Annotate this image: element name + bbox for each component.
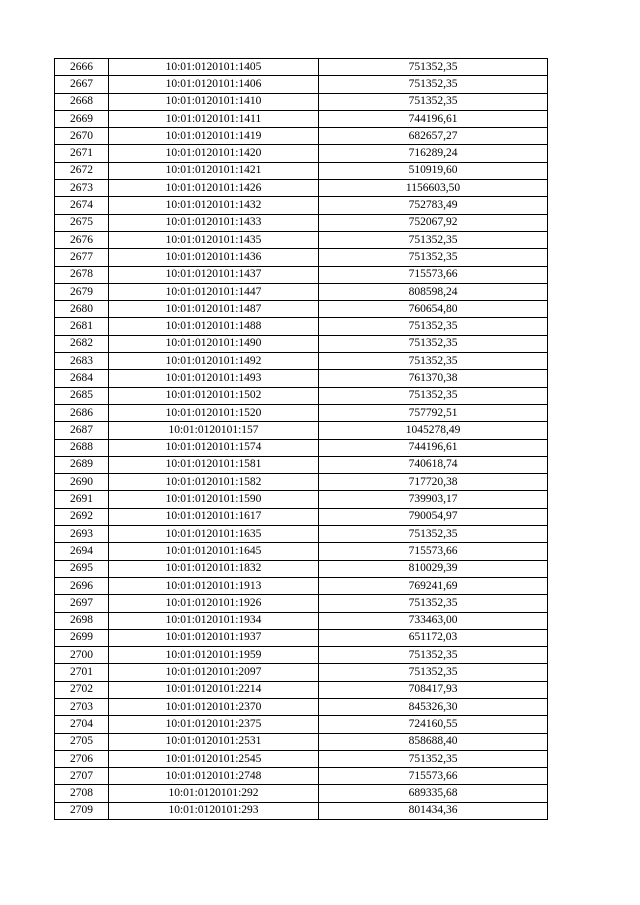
table-row bbox=[55, 162, 548, 179]
cadastral-value-cell: 715573,66 bbox=[319, 768, 548, 785]
row-number-cell: 2697 bbox=[55, 595, 109, 612]
row-number-cell: 2695 bbox=[55, 560, 109, 577]
cadastral-value-cell: 751352,35 bbox=[319, 335, 548, 352]
table-row bbox=[55, 180, 548, 197]
cadastral-value-cell: 724160,55 bbox=[319, 716, 548, 733]
cadastral-value-cell: 1156603,50 bbox=[319, 180, 548, 197]
cadastral-number-cell: 10:01:0120101:1635 bbox=[109, 526, 319, 543]
cadastral-number-cell: 10:01:0120101:1926 bbox=[109, 595, 319, 612]
cadastral-number-cell: 10:01:0120101:1913 bbox=[109, 577, 319, 594]
cadastral-number-cell: 10:01:0120101:1410 bbox=[109, 93, 319, 110]
cadastral-number-cell: 10:01:0120101:1934 bbox=[109, 612, 319, 629]
row-number-cell: 2668 bbox=[55, 93, 109, 110]
cadastral-number-cell: 10:01:0120101:1590 bbox=[109, 491, 319, 508]
cadastral-value-cell: 751352,35 bbox=[319, 59, 548, 76]
table-row bbox=[55, 76, 548, 93]
table-row bbox=[55, 214, 548, 231]
cadastral-value-cell: 751352,35 bbox=[319, 647, 548, 664]
row-number-cell: 2667 bbox=[55, 76, 109, 93]
cadastral-number-cell: 10:01:0120101:1937 bbox=[109, 629, 319, 646]
cadastral-value-cell: 808598,24 bbox=[319, 283, 548, 300]
cadastral-value-cell: 717720,38 bbox=[319, 474, 548, 491]
cadastral-number-cell: 10:01:0120101:1420 bbox=[109, 145, 319, 162]
cadastral-value-cell: 752067,92 bbox=[319, 214, 548, 231]
cadastral-value-cell: 751352,35 bbox=[319, 526, 548, 543]
cadastral-number-cell: 10:01:0120101:292 bbox=[109, 785, 319, 802]
table-row bbox=[55, 128, 548, 145]
row-number-cell: 2707 bbox=[55, 768, 109, 785]
row-number-cell: 2675 bbox=[55, 214, 109, 231]
table-row bbox=[55, 110, 548, 127]
table-row bbox=[55, 716, 548, 733]
table-row bbox=[55, 802, 548, 819]
cadastral-value-cell: 715573,66 bbox=[319, 543, 548, 560]
table-row bbox=[55, 301, 548, 318]
table-row bbox=[55, 491, 548, 508]
row-number-cell: 2685 bbox=[55, 387, 109, 404]
table-row bbox=[55, 560, 548, 577]
row-number-cell: 2689 bbox=[55, 456, 109, 473]
row-number-cell: 2709 bbox=[55, 802, 109, 819]
row-number-cell: 2693 bbox=[55, 526, 109, 543]
cadastral-value-cell: 752783,49 bbox=[319, 197, 548, 214]
table-row bbox=[55, 768, 548, 785]
cadastral-number-cell: 10:01:0120101:293 bbox=[109, 802, 319, 819]
cadastral-number-cell: 10:01:0120101:2375 bbox=[109, 716, 319, 733]
row-number-cell: 2673 bbox=[55, 180, 109, 197]
row-number-cell: 2702 bbox=[55, 681, 109, 698]
cadastral-value-cell: 801434,36 bbox=[319, 802, 548, 819]
row-number-cell: 2671 bbox=[55, 145, 109, 162]
cadastral-value-cell: 751352,35 bbox=[319, 231, 548, 248]
cadastral-value-cell: 760654,80 bbox=[319, 301, 548, 318]
cadastral-value-cell: 751352,35 bbox=[319, 353, 548, 370]
cadastral-number-cell: 10:01:0120101:157 bbox=[109, 422, 319, 439]
row-number-cell: 2699 bbox=[55, 629, 109, 646]
cadastral-value-cell: 751352,35 bbox=[319, 76, 548, 93]
table-row bbox=[55, 526, 548, 543]
row-number-cell: 2692 bbox=[55, 508, 109, 525]
table-row bbox=[55, 145, 548, 162]
row-number-cell: 2682 bbox=[55, 335, 109, 352]
cadastral-value-cell: 733463,00 bbox=[319, 612, 548, 629]
cadastral-number-cell: 10:01:0120101:1419 bbox=[109, 128, 319, 145]
cadastral-number-cell: 10:01:0120101:1493 bbox=[109, 370, 319, 387]
table-row bbox=[55, 681, 548, 698]
cadastral-number-cell: 10:01:0120101:2545 bbox=[109, 750, 319, 767]
cadastral-value-cell: 651172,03 bbox=[319, 629, 548, 646]
cadastral-value-cell: 790054,97 bbox=[319, 508, 548, 525]
table-row bbox=[55, 474, 548, 491]
cadastral-number-cell: 10:01:0120101:1447 bbox=[109, 283, 319, 300]
table-row bbox=[55, 283, 548, 300]
cadastral-number-cell: 10:01:0120101:1502 bbox=[109, 387, 319, 404]
cadastral-number-cell: 10:01:0120101:1436 bbox=[109, 249, 319, 266]
table-row bbox=[55, 733, 548, 750]
cadastral-number-cell: 10:01:0120101:1574 bbox=[109, 439, 319, 456]
row-number-cell: 2674 bbox=[55, 197, 109, 214]
cadastral-value-cell: 751352,35 bbox=[319, 664, 548, 681]
row-number-cell: 2688 bbox=[55, 439, 109, 456]
cadastral-number-cell: 10:01:0120101:2531 bbox=[109, 733, 319, 750]
table-row bbox=[55, 612, 548, 629]
cadastral-value-cell: 751352,35 bbox=[319, 387, 548, 404]
cadastral-value-cell: 858688,40 bbox=[319, 733, 548, 750]
row-number-cell: 2687 bbox=[55, 422, 109, 439]
cadastral-number-cell: 10:01:0120101:1487 bbox=[109, 301, 319, 318]
cadastral-value-cell: 739903,17 bbox=[319, 491, 548, 508]
row-number-cell: 2701 bbox=[55, 664, 109, 681]
row-number-cell: 2670 bbox=[55, 128, 109, 145]
table-row bbox=[55, 422, 548, 439]
cadastral-value-cell: 810029,39 bbox=[319, 560, 548, 577]
cadastral-number-cell: 10:01:0120101:1426 bbox=[109, 180, 319, 197]
cadastral-value-cell: 744196,61 bbox=[319, 110, 548, 127]
table-row bbox=[55, 698, 548, 715]
row-number-cell: 2678 bbox=[55, 266, 109, 283]
cadastral-value-cell: 751352,35 bbox=[319, 249, 548, 266]
table-row bbox=[55, 508, 548, 525]
cadastral-value-cell: 751352,35 bbox=[319, 750, 548, 767]
row-number-cell: 2706 bbox=[55, 750, 109, 767]
row-number-cell: 2691 bbox=[55, 491, 109, 508]
cadastral-number-cell: 10:01:0120101:1437 bbox=[109, 266, 319, 283]
row-number-cell: 2683 bbox=[55, 353, 109, 370]
table-row bbox=[55, 664, 548, 681]
table-row bbox=[55, 750, 548, 767]
cadastral-value-cell: 689335,68 bbox=[319, 785, 548, 802]
cadastral-number-cell: 10:01:0120101:1432 bbox=[109, 197, 319, 214]
table-row bbox=[55, 370, 548, 387]
table-row bbox=[55, 595, 548, 612]
row-number-cell: 2684 bbox=[55, 370, 109, 387]
cadastral-number-cell: 10:01:0120101:1421 bbox=[109, 162, 319, 179]
cadastral-number-cell: 10:01:0120101:2370 bbox=[109, 698, 319, 715]
row-number-cell: 2669 bbox=[55, 110, 109, 127]
cadastral-value-cell: 761370,38 bbox=[319, 370, 548, 387]
cadastral-number-cell: 10:01:0120101:1581 bbox=[109, 456, 319, 473]
table-row bbox=[55, 197, 548, 214]
cadastral-value-table bbox=[54, 58, 548, 820]
row-number-cell: 2686 bbox=[55, 404, 109, 421]
cadastral-number-cell: 10:01:0120101:2097 bbox=[109, 664, 319, 681]
table-body bbox=[55, 59, 548, 820]
row-number-cell: 2696 bbox=[55, 577, 109, 594]
cadastral-value-cell: 757792,51 bbox=[319, 404, 548, 421]
cadastral-value-cell: 1045278,49 bbox=[319, 422, 548, 439]
row-number-cell: 2703 bbox=[55, 698, 109, 715]
cadastral-value-cell: 845326,30 bbox=[319, 698, 548, 715]
row-number-cell: 2708 bbox=[55, 785, 109, 802]
cadastral-number-cell: 10:01:0120101:1520 bbox=[109, 404, 319, 421]
table-row bbox=[55, 59, 548, 76]
cadastral-value-cell: 715573,66 bbox=[319, 266, 548, 283]
table-row bbox=[55, 543, 548, 560]
cadastral-number-cell: 10:01:0120101:1490 bbox=[109, 335, 319, 352]
table-row bbox=[55, 335, 548, 352]
row-number-cell: 2680 bbox=[55, 301, 109, 318]
row-number-cell: 2700 bbox=[55, 647, 109, 664]
cadastral-value-cell: 751352,35 bbox=[319, 93, 548, 110]
cadastral-number-cell: 10:01:0120101:1959 bbox=[109, 647, 319, 664]
row-number-cell: 2666 bbox=[55, 59, 109, 76]
row-number-cell: 2690 bbox=[55, 474, 109, 491]
cadastral-number-cell: 10:01:0120101:1406 bbox=[109, 76, 319, 93]
cadastral-value-cell: 716289,24 bbox=[319, 145, 548, 162]
table-row bbox=[55, 785, 548, 802]
cadastral-number-cell: 10:01:0120101:2214 bbox=[109, 681, 319, 698]
table-row bbox=[55, 577, 548, 594]
cadastral-value-cell: 740618,74 bbox=[319, 456, 548, 473]
cadastral-value-cell: 510919,60 bbox=[319, 162, 548, 179]
row-number-cell: 2676 bbox=[55, 231, 109, 248]
table-row bbox=[55, 404, 548, 421]
cadastral-number-cell: 10:01:0120101:1411 bbox=[109, 110, 319, 127]
cadastral-value-cell: 708417,93 bbox=[319, 681, 548, 698]
table-row bbox=[55, 353, 548, 370]
cadastral-number-cell: 10:01:0120101:1582 bbox=[109, 474, 319, 491]
cadastral-number-cell: 10:01:0120101:1435 bbox=[109, 231, 319, 248]
cadastral-number-cell: 10:01:0120101:1617 bbox=[109, 508, 319, 525]
row-number-cell: 2705 bbox=[55, 733, 109, 750]
cadastral-number-cell: 10:01:0120101:1492 bbox=[109, 353, 319, 370]
table-row bbox=[55, 647, 548, 664]
table-row bbox=[55, 249, 548, 266]
table-row bbox=[55, 387, 548, 404]
table-row bbox=[55, 231, 548, 248]
cadastral-value-cell: 751352,35 bbox=[319, 595, 548, 612]
cadastral-number-cell: 10:01:0120101:1832 bbox=[109, 560, 319, 577]
table-row bbox=[55, 439, 548, 456]
cadastral-number-cell: 10:01:0120101:1433 bbox=[109, 214, 319, 231]
cadastral-value-cell: 751352,35 bbox=[319, 318, 548, 335]
row-number-cell: 2677 bbox=[55, 249, 109, 266]
cadastral-value-cell: 744196,61 bbox=[319, 439, 548, 456]
cadastral-value-cell: 769241,69 bbox=[319, 577, 548, 594]
cadastral-number-cell: 10:01:0120101:1405 bbox=[109, 59, 319, 76]
row-number-cell: 2694 bbox=[55, 543, 109, 560]
row-number-cell: 2672 bbox=[55, 162, 109, 179]
cadastral-value-cell: 682657,27 bbox=[319, 128, 548, 145]
row-number-cell: 2704 bbox=[55, 716, 109, 733]
cadastral-number-cell: 10:01:0120101:1488 bbox=[109, 318, 319, 335]
table-row bbox=[55, 629, 548, 646]
row-number-cell: 2698 bbox=[55, 612, 109, 629]
cadastral-number-cell: 10:01:0120101:2748 bbox=[109, 768, 319, 785]
cadastral-number-cell: 10:01:0120101:1645 bbox=[109, 543, 319, 560]
table-row bbox=[55, 266, 548, 283]
table-row bbox=[55, 456, 548, 473]
table-row bbox=[55, 93, 548, 110]
row-number-cell: 2681 bbox=[55, 318, 109, 335]
table-row bbox=[55, 318, 548, 335]
row-number-cell: 2679 bbox=[55, 283, 109, 300]
